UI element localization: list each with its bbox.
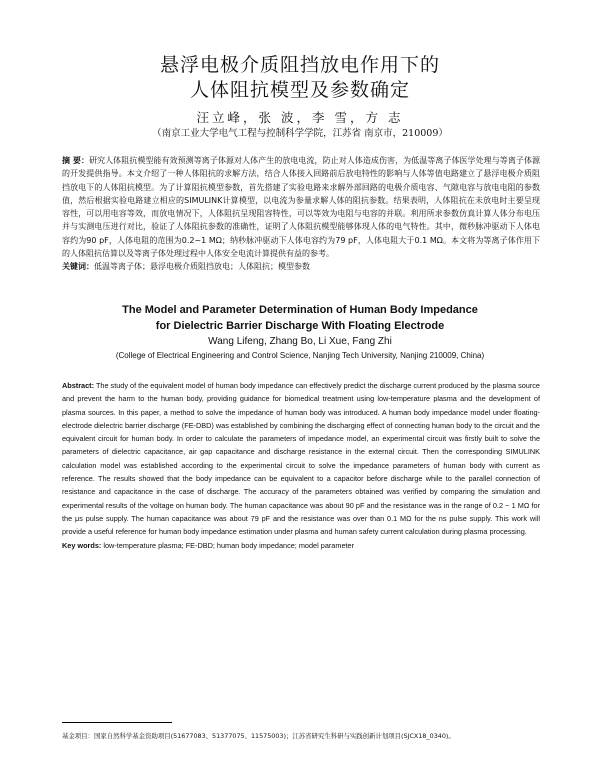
- title-en-line2: for Dielectric Barrier Discharge With Floating Electrode: [155, 320, 445, 332]
- authors-cn: 汪立峰，张 波，李 雪，方 志: [196, 110, 404, 125]
- keywords-cn-label: 关键词：: [62, 262, 94, 272]
- abstract-en-label: Abstract:: [62, 381, 95, 390]
- abstract-en-text: The study of the equivalent model of human body impedance can effectively predict the discharge current produced by the plasma source and prevent the harm to the human body, providing guidance for biomedical treatment using low-temperature plasma and the development of plasma sources. In this paper, a method to solve the impedance of human body was introduced. A human body impedance model under floating-electrode dielectric barrier discharge (FE-DBD) was established by combining the discharging effect of connecting human body to the circuit and the equivalent circuit for human body. In order to calculate the parameters of impedance model, an experimental circuit was firstly built to solve the parameters of dielectric capacitance, air gap capacitance and discharge resistance in the external circuit. Then the corresponding SIMULINK calculation model was established according to the experimental circuit to solve the impedance parameters of human body with current as reference. The results showed that the body impedance can be equivalent to a capacitor before discharge while to the parallel connection of resistance and capacitance in the case of discharge. The accuracy of the parameters obtained was verified by comparing the simulation and experimental results of the voltage on human body. The human capacitance was about 90 pF and the resistance was in the range of 0.2 ~ 1 MΩ for the μs pulse supply. The human capacitance was about 79 pF and the resistance was over than 0.1 MΩ for the ns pulse supply. This work will provide a useful reference for human body impedance estimation under plasma and human safety current calculation during plasma processing.: [62, 381, 540, 537]
- authors-en: Wang Lifeng, Zhang Bo, Li Xue, Fang Zhi: [208, 336, 392, 347]
- footnote-funding: 基金项目：国家自然科学基金资助项目(51677083、51377075、11575003)；江苏省研究生科研与实践创新计划项目(SJCX18_0340)。: [62, 732, 455, 740]
- keywords-en-text: low-temperature plasma; FE-DBD; human body impedance; model parameter: [103, 540, 355, 550]
- abstract-en: [62, 379, 540, 552]
- abstract-cn: [62, 154, 540, 274]
- abstract-cn-text: 研究人体阻抗模型能有效预测等离子体源对人体产生的放电电流，防止对人体造成伤害，为低温等离子体医学处理与等离子体源的开发提供指导。本文介绍了一种人体阻抗的求解方法，结合人体接入回路前后放电特性的影响与人体等值电路建立了悬浮电极介质阻挡放电下的人体阻抗模型。为了计算阻抗模型参数，首先搭建了实验电路来求解外部回路的电极介质电容、气隙电容与放电电阻的参数值，然后根据实验电路建立相应的SIMULINK计算模型，以电流为参量求解人体的阻抗参数。结果表明，人体阻抗在未放电时主要呈现容性，可以用电容等效，而放电情况下，人体阻抗呈现阻容特性，可以等效为电阻与电容的并联。利用所求参数仿真计算人体分布电压并与实测电压进行对比，验证了人体阻抗参数的准确性，证明了人体阻抗模型能够体现人体的电气特性。其中，微秒脉冲驱动下人体电容约为90 pF，人体电阻的范围为0.2~1 MΩ；纳秒脉冲驱动下人体电容约为79 pF，人体电阻大于0.1 MΩ。本文将为等离子体作用下的人体阻抗估算以及等离子体处理过程中人体安全电流计算提供有益的参考。: [62, 156, 540, 259]
- footnote-rule: [62, 722, 172, 723]
- keywords-cn-text: 低温等离子体；悬浮电极介质阻挡放电；人体阻抗；模型参数: [94, 262, 310, 272]
- title-cn-line2: 人体阻抗模型及参数确定: [189, 79, 410, 101]
- keywords-en-label: Key words:: [62, 540, 102, 550]
- affiliation-cn: （南京工业大学电气工程与控制科学学院，江苏省 南京市，210009）: [152, 128, 448, 139]
- abstract-cn-label: 摘 要：: [62, 156, 90, 165]
- title-en-line1: The Model and Parameter Determination of Human Body Impedance: [122, 304, 478, 316]
- affiliation-en: (College of Electrical Engineering and Control Science, Nanjing Tech University, Nanjing 210009, China): [115, 351, 485, 360]
- title-cn-line1: 悬浮电极介质阻挡放电作用下的: [159, 54, 440, 76]
